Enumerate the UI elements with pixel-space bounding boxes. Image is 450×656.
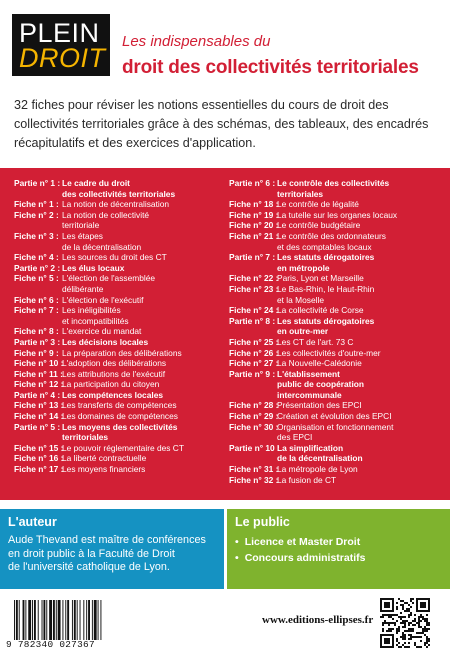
- toc-number: Fiche n° 14 :: [14, 411, 64, 422]
- toc-number: Partie n° 4 :: [14, 389, 61, 400]
- toc-title: Les attributions de l'exécutif: [62, 368, 166, 379]
- toc-title: Les décisions locales: [62, 336, 149, 347]
- toc-right-column: [229, 178, 449, 485]
- toc-fiche-row: [14, 305, 234, 326]
- toc-fiche-row: [229, 199, 449, 210]
- toc-title: Le Bas-Rhin, le Haut-Rhin et la Moselle: [277, 283, 375, 305]
- toc-title: Les compétences locales: [62, 389, 164, 400]
- toc-title: L'exercice du mandat: [62, 326, 142, 337]
- toc-title: Le contrôle de légalité: [277, 199, 359, 210]
- toc-title: L'adoption des délibérations: [62, 358, 167, 369]
- toc-part-row: [14, 263, 234, 274]
- toc-number: Fiche n° 32 :: [229, 474, 279, 485]
- toc-number: Fiche n° 8 :: [14, 326, 59, 337]
- intro-paragraph: 32 fiches pour réviser les notions essentielles du cours de droit des collectivités territoriales grâce à des schémas, des tableaux, des encadrés récapitulatifs et des exercices d'application.: [14, 98, 429, 150]
- toc-fiche-row: [14, 411, 234, 422]
- logo-line-1: PLEIN: [19, 18, 100, 48]
- toc-title: La préparation des délibérations: [62, 347, 182, 358]
- toc-fiche-row: [229, 475, 449, 486]
- toc-part-row: [14, 337, 234, 348]
- toc-number: Fiche n° 26 :: [229, 347, 279, 358]
- isbn-digits: 9 782340 027367: [6, 639, 95, 650]
- toc-title: La Nouvelle-Calédonie: [277, 358, 362, 369]
- toc-number: Fiche n° 27 :: [229, 358, 279, 369]
- toc-title: Le contrôle des collectivités territoriales: [277, 178, 390, 199]
- toc-part-row: [229, 316, 449, 337]
- toc-fiche-row: [229, 464, 449, 475]
- toc-title: La fusion de CT: [277, 474, 337, 485]
- toc-fiche-row: [229, 400, 449, 411]
- plein-droit-logo: [12, 14, 110, 76]
- toc-title: Organisation et fonctionnement des EPCI: [277, 421, 394, 443]
- toc-fiche-row: [229, 305, 449, 316]
- toc-fiche-row: [14, 358, 234, 369]
- toc-fiche-row: [14, 231, 234, 252]
- toc-number: Partie n° 3 :: [14, 336, 61, 347]
- toc-number: Fiche n° 16 :: [14, 453, 64, 464]
- toc-fiche-row: [14, 443, 234, 454]
- logo-line-2: DROIT: [19, 43, 106, 73]
- qr-code[interactable]: [380, 598, 430, 648]
- toc-title: La simplification de la décentralisation: [277, 442, 363, 464]
- toc-title: Les moyens financiers: [62, 464, 146, 475]
- publisher-website[interactable]: www.editions-ellipses.fr: [262, 614, 374, 626]
- toc-number: Fiche n° 21 :: [229, 230, 279, 241]
- toc-number: Partie n° 9 :: [229, 368, 276, 379]
- toc-number: Fiche n° 20 :: [229, 220, 279, 231]
- audience-item: • Licence et Master Droit: [235, 534, 365, 550]
- toc-title: La collectivité de Corse: [277, 305, 364, 316]
- toc-number: Fiche n° 24 :: [229, 305, 279, 316]
- toc-fiche-row: [229, 337, 449, 348]
- audience-heading: Le public: [235, 515, 290, 529]
- toc-title: Les élus locaux: [62, 262, 125, 273]
- toc-fiche-row: [229, 231, 449, 252]
- toc-number: Partie n° 1 :: [14, 178, 61, 188]
- toc-fiche-row: [14, 369, 234, 380]
- toc-number: Partie n° 8 :: [229, 315, 276, 326]
- author-text: Aude Thevand est maître de conférences en droit public à la Faculté de Droit de l'université catholique de Lyon.: [8, 534, 206, 574]
- toc-number: Fiche n° 11 :: [14, 368, 63, 379]
- toc-title: Les inéligibilités et incompatibilités: [62, 305, 129, 326]
- book-title: droit des collectivités territoriales: [122, 57, 419, 78]
- toc-left-column: [14, 178, 234, 475]
- toc-fiche-row: [229, 411, 449, 422]
- toc-fiche-row: [229, 348, 449, 359]
- toc-title: La participation du citoyen: [62, 379, 160, 390]
- toc-number: Fiche n° 28 :: [229, 400, 279, 411]
- toc-title: La notion de collectivité territoriale: [62, 209, 150, 231]
- toc-number: Fiche n° 19 :: [229, 209, 279, 220]
- toc-number: Fiche n° 23 :: [229, 283, 279, 294]
- series-subtitle: Les indispensables du: [122, 33, 271, 50]
- toc-part-row: [14, 178, 234, 199]
- author-heading: L'auteur: [8, 515, 57, 529]
- toc-title: Les transferts de compétences: [62, 400, 177, 411]
- toc-fiche-row: [14, 464, 234, 475]
- toc-number: Fiche n° 30 :: [229, 421, 279, 432]
- toc-title: Les sources du droit des CT: [62, 252, 167, 263]
- toc-title: L'élection de l'exécutif: [62, 294, 144, 305]
- toc-fiche-row: [14, 379, 234, 390]
- toc-number: Fiche n° 7 :: [14, 305, 59, 316]
- toc-title: La tutelle sur les organes locaux: [277, 209, 398, 220]
- toc-part-row: [229, 443, 449, 464]
- toc-title: Les moyens des collectivités territoriales: [62, 421, 178, 443]
- toc-number: Fiche n° 29 :: [229, 411, 279, 422]
- toc-fiche-row: [14, 348, 234, 359]
- toc-number: Fiche n° 9 :: [14, 347, 59, 358]
- toc-fiche-row: [14, 210, 234, 231]
- toc-title: Les collectivités d'outre-mer: [277, 347, 381, 358]
- toc-fiche-row: [14, 273, 234, 294]
- author-box: [0, 509, 224, 589]
- toc-fiche-row: [229, 220, 449, 231]
- toc-title: L'élection de l'assemblée délibérante: [62, 273, 156, 294]
- toc-title: Le cadre du droit des collectivités territoriales: [62, 178, 176, 199]
- toc-title: Les CT de l'art. 73 C: [277, 336, 354, 347]
- toc-part-row: [229, 252, 449, 273]
- audience-box: [227, 509, 450, 589]
- toc-fiche-row: [14, 295, 234, 306]
- toc-number: Partie n° 7 :: [229, 252, 276, 263]
- toc-fiche-row: [229, 273, 449, 284]
- audience-item: • Concours administratifs: [235, 550, 365, 566]
- toc-title: La métropole de Lyon: [277, 464, 358, 475]
- toc-part-row: [229, 178, 449, 199]
- toc-title: Les étapes de la décentralisation: [62, 230, 142, 252]
- toc-fiche-row: [14, 252, 234, 263]
- toc-number: Fiche n° 10 :: [14, 358, 64, 369]
- toc-title: La notion de décentralisation: [62, 199, 170, 210]
- toc-number: Fiche n° 4 :: [14, 252, 59, 263]
- toc-part-row: [14, 390, 234, 401]
- toc-number: Fiche n° 15 :: [14, 442, 64, 453]
- toc-part-row: [14, 422, 234, 443]
- toc-title: Les statuts dérogatoires en outre-mer: [277, 315, 375, 337]
- isbn-barcode: [12, 600, 130, 640]
- toc-number: Fiche n° 13 :: [14, 400, 64, 411]
- toc-title: Le pouvoir réglementaire des CT: [62, 442, 184, 453]
- toc-number: Fiche n° 5 :: [14, 273, 59, 284]
- toc-fiche-row: [229, 210, 449, 221]
- toc-number: Fiche n° 18 :: [229, 199, 279, 210]
- toc-number: Fiche n° 17 :: [14, 464, 64, 475]
- audience-list: [235, 534, 365, 566]
- toc-title: La liberté contractuelle: [62, 453, 147, 464]
- toc-fiche-row: [14, 400, 234, 411]
- toc-title: Présentation des EPCI: [277, 400, 362, 411]
- toc-title: Les statuts dérogatoires en métropole: [277, 252, 375, 273]
- toc-fiche-row: [14, 199, 234, 210]
- toc-number: Partie n° 10 :: [229, 442, 280, 453]
- toc-title: Paris, Lyon et Marseille: [277, 273, 364, 284]
- toc-fiche-row: [14, 326, 234, 337]
- toc-title: Les domaines de compétences: [62, 411, 178, 422]
- toc-number: Partie n° 6 :: [229, 178, 276, 188]
- toc-fiche-row: [229, 358, 449, 369]
- toc-fiche-row: [229, 284, 449, 305]
- toc-title: Création et évolution des EPCI: [277, 411, 392, 422]
- toc-number: Partie n° 2 :: [14, 262, 61, 273]
- toc-number: Fiche n° 12 :: [14, 379, 64, 390]
- toc-title: L'établissement public de coopération intercommunale: [277, 368, 365, 400]
- toc-fiche-row: [14, 453, 234, 464]
- toc-number: Fiche n° 31 :: [229, 464, 279, 475]
- toc-title: Le contrôle des ordonnateurs et des comptables locaux: [277, 230, 386, 252]
- toc-fiche-row: [229, 422, 449, 443]
- toc-number: Fiche n° 1 :: [14, 199, 59, 210]
- toc-number: Fiche n° 3 :: [14, 230, 59, 241]
- toc-number: Fiche n° 22 :: [229, 273, 279, 284]
- toc-title: Le contrôle budgétaire: [277, 220, 361, 231]
- toc-number: Partie n° 5 :: [14, 421, 61, 432]
- toc-number: Fiche n° 25 :: [229, 336, 279, 347]
- toc-number: Fiche n° 2 :: [14, 209, 59, 220]
- toc-number: Fiche n° 6 :: [14, 294, 59, 305]
- toc-part-row: [229, 369, 449, 401]
